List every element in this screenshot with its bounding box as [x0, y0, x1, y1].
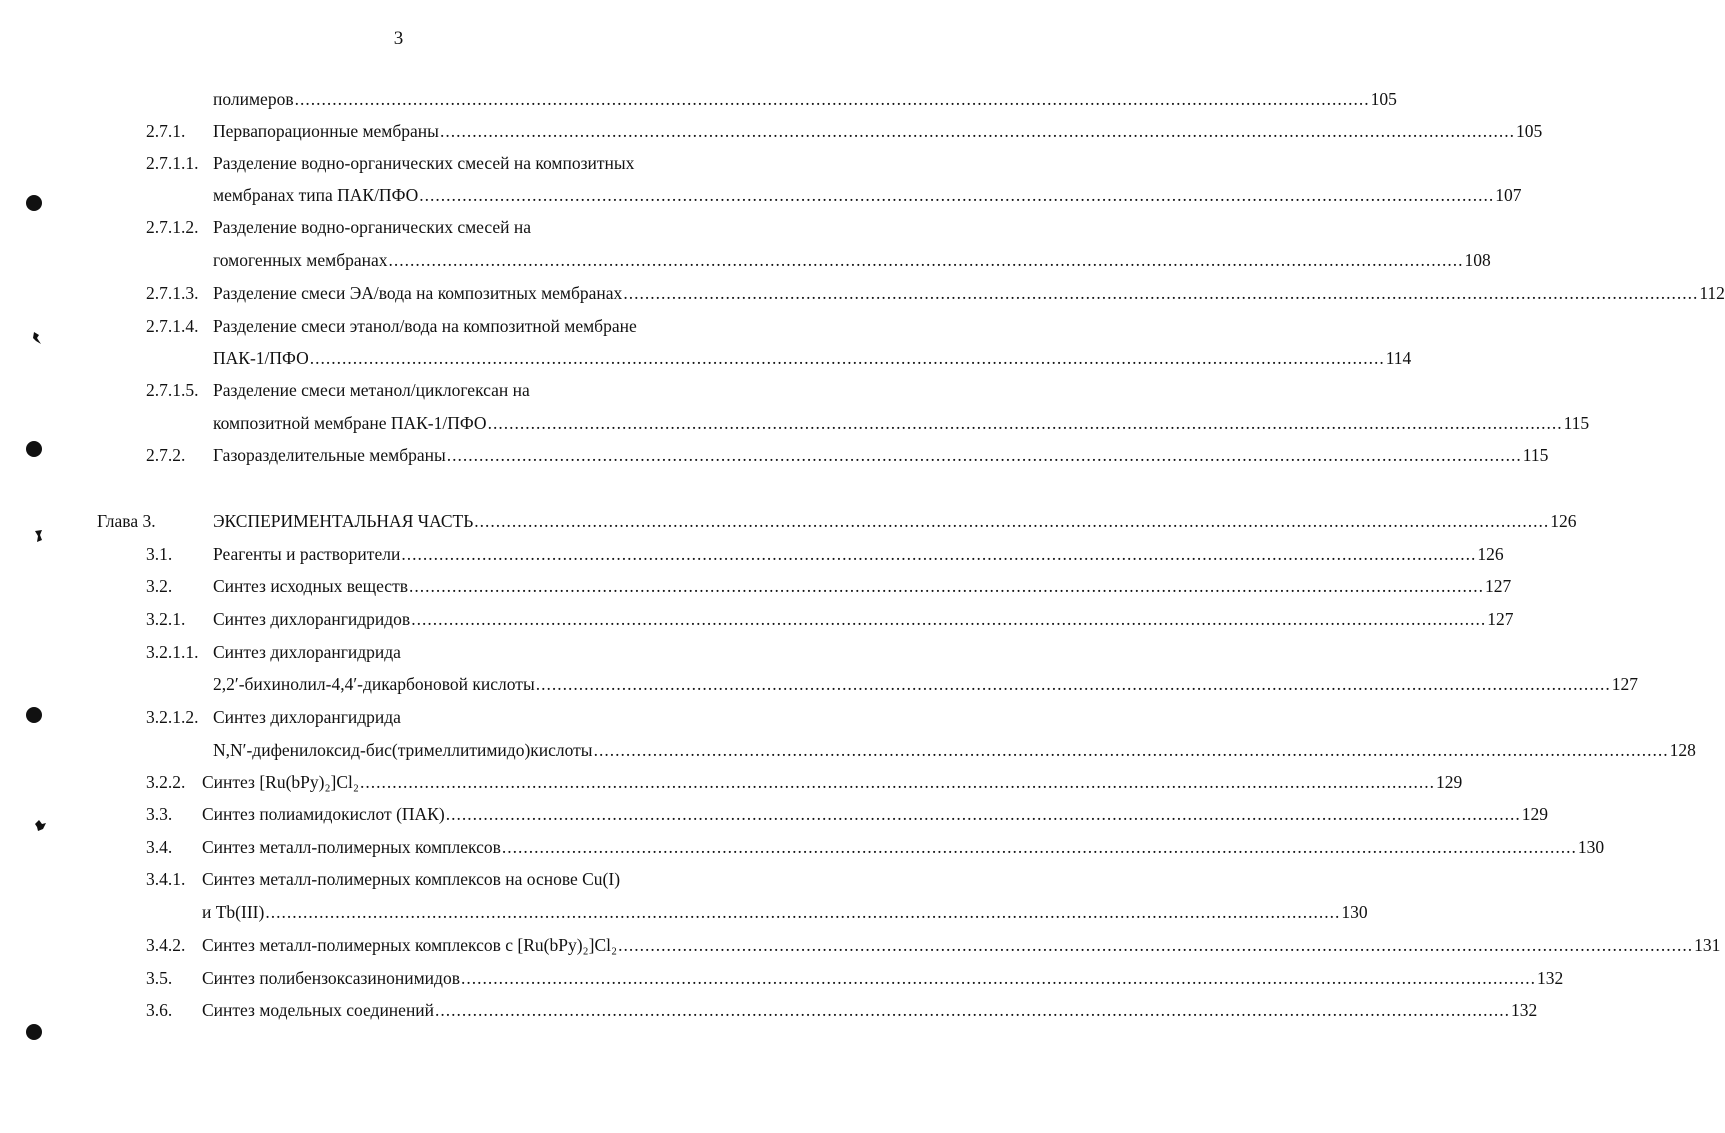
toc-page-number: 126 [1550, 511, 1577, 531]
toc-page-number: 130 [1577, 837, 1605, 857]
toc-line [0, 541, 1504, 567]
binding-hole-icon [26, 441, 42, 457]
toc-dot-leader: ........................................................................................................................................................................................................ [388, 250, 1464, 270]
toc-entry [213, 737, 1696, 763]
toc-page-number: 114 [1385, 348, 1412, 368]
toc-dot-leader: ........................................................................................................................................................................................................ [439, 121, 1515, 141]
toc-entry-title: ПАК-1/ПФО [213, 348, 309, 368]
toc-line [0, 801, 1548, 827]
toc-line [0, 345, 1412, 371]
toc-entry [213, 118, 1543, 144]
toc-section-number: 3.2.1. [146, 609, 186, 629]
toc-entry-title: Синтез полиамидокислот (ПАК) [202, 804, 445, 824]
toc-entry-title: Синтез исходных веществ [213, 576, 408, 596]
toc-dot-leader: ........................................................................................................................................................................................................ [265, 902, 1341, 922]
toc-dot-leader: ........................................................................................................................................................................................................ [487, 413, 1563, 433]
toc-page-number: 128 [1669, 740, 1696, 760]
toc-dot-leader: ........................................................................................................................................................................................................ [593, 740, 1669, 760]
toc-entry [213, 573, 1512, 599]
toc-line [0, 704, 797, 730]
toc-dot-leader: ........................................................................................................................................................................................................ [435, 1000, 1511, 1020]
toc-entry-title: Синтез полибензоксазинонимидов [202, 968, 460, 988]
toc-line [0, 280, 1725, 306]
toc-dot-leader: ........................................................................................................................................................................................................ [419, 185, 1495, 205]
toc-entry-title: Синтез дихлорангидрида [213, 707, 401, 727]
toc-line [0, 965, 1564, 991]
toc-entry [213, 247, 1491, 273]
toc-entry [202, 801, 1548, 827]
toc-page-number: 115 [1563, 413, 1590, 433]
toc-entry [213, 182, 1522, 208]
toc-dot-leader: ........................................................................................................................................................................................................ [474, 511, 1550, 531]
toc-line [0, 410, 1590, 436]
toc-entry-title: Разделение смеси метанол/циклогексан на [213, 380, 530, 400]
toc-page-number: 131 [1694, 935, 1721, 955]
toc-page-number: 105 [1515, 121, 1543, 141]
toc-section-number: 2.7.2. [146, 445, 186, 465]
toc-page-number: 127 [1611, 674, 1638, 694]
toc-entry [213, 345, 1412, 371]
toc-section-number: 3.1. [146, 544, 173, 564]
toc-entry-title: Синтез металл-полимерных комплексов [202, 837, 501, 857]
ink-blot-icon [32, 528, 46, 544]
toc-entry-title: Синтез металл-полимерных комплексов с [Ru(bPy)₂]Cl₂ [202, 935, 618, 955]
toc-page-number: 132 [1511, 1000, 1538, 1020]
toc-page-number: 132 [1536, 968, 1564, 988]
toc-line [0, 769, 1463, 795]
toc-page-number: 105 [1370, 89, 1397, 109]
toc-line [0, 182, 1522, 208]
toc-line [0, 606, 1514, 632]
toc-entry-title: N,N′-дифенилоксид-бис(тримеллитимидо)кислоты [213, 740, 593, 760]
toc-entry-title: 2,2′-бихинолил-4,4′-дикарбоновой кислоты [213, 674, 535, 694]
toc-entry [213, 606, 1514, 632]
toc-entry [213, 150, 634, 176]
toc-entry-title: Реагенты и растворители [213, 544, 401, 564]
toc-entry [202, 769, 1463, 795]
toc-entry [213, 704, 401, 730]
toc-section-number: 3.4.1. [146, 869, 186, 889]
toc-line [0, 442, 1549, 468]
binding-hole-icon [26, 195, 42, 211]
toc-entry [213, 377, 530, 403]
toc-entry-title: композитной мембране ПАК-1/ПФО [213, 413, 487, 433]
toc-entry [213, 442, 1549, 468]
toc-section-number: 3.5. [146, 968, 173, 988]
toc-line [0, 377, 797, 403]
toc-entry [202, 997, 1538, 1023]
toc-entry [213, 671, 1638, 697]
toc-dot-leader: ........................................................................................................................................................................................................ [618, 935, 1694, 955]
toc-entry-title: Газоразделительные мембраны [213, 445, 446, 465]
toc-entry-title: Первапорационные мембраны [213, 121, 439, 141]
toc-section-number: 3.3. [146, 804, 173, 824]
toc-entry [202, 834, 1605, 860]
toc-line [0, 214, 797, 240]
toc-entry [202, 932, 1721, 958]
page-number: 3 [393, 28, 404, 49]
toc-line [0, 508, 1577, 534]
toc-section-number: 3.4. [146, 837, 173, 857]
toc-entry [213, 280, 1725, 306]
toc-page-number: 127 [1485, 576, 1512, 596]
toc-line [0, 899, 1368, 925]
toc-dot-leader: ........................................................................................................................................................................................................ [501, 837, 1577, 857]
toc-line [0, 573, 1512, 599]
toc-dot-leader: ........................................................................................................................................................................................................ [294, 89, 1370, 109]
toc-entry [213, 214, 531, 240]
toc-entry-title: и Tb(III) [202, 902, 265, 922]
toc-entry [202, 899, 1368, 925]
toc-section-number: 3.4.2. [146, 935, 186, 955]
toc-line [0, 932, 1721, 958]
toc-page-number: 115 [1522, 445, 1549, 465]
toc-line [0, 834, 1605, 860]
toc-dot-leader: ........................................................................................................................................................................................................ [460, 968, 1536, 988]
ink-blot-icon [33, 818, 47, 834]
toc-line [0, 247, 1491, 273]
toc-entry [213, 313, 637, 339]
toc-entry-title: Разделение водно-органических смесей на композитных [213, 153, 635, 173]
toc-dot-leader: ........................................................................................................................................................................................................ [446, 445, 1522, 465]
toc-line [0, 671, 1638, 697]
toc-page-number: 127 [1487, 609, 1514, 629]
toc-section-number: 2.7.1.5. [146, 380, 199, 400]
toc-section-number: 2.7.1.2. [146, 217, 199, 237]
toc-line [0, 150, 797, 176]
toc-entry-title: Синтез дихлорангидрида [213, 642, 401, 662]
toc-entry-title: полимеров [213, 89, 294, 109]
toc-line [0, 639, 797, 665]
toc-page-number: 129 [1436, 772, 1463, 792]
toc-entry-title: гомогенных мембранах [213, 250, 388, 270]
toc-entry [213, 410, 1590, 436]
toc-entry-title: Разделение смеси ЭА/вода на композитных мембранах [213, 283, 623, 303]
toc-entry [213, 541, 1504, 567]
toc-entry-title: Синтез модельных соединений [202, 1000, 435, 1020]
toc-dot-leader: ........................................................................................................................................................................................................ [623, 283, 1699, 303]
toc-entry-title: Синтез [Ru(bPy)₂]Cl₂ [202, 772, 360, 792]
toc-dot-leader: ........................................................................................................................................................................................................ [445, 804, 1521, 824]
ink-blot-icon [30, 330, 44, 346]
toc-page-number: 108 [1464, 250, 1491, 270]
toc-section-number: 3.2.1.1. [146, 642, 199, 662]
toc-section-number: Глава 3. [97, 511, 156, 531]
toc-line [0, 86, 1397, 112]
toc-dot-leader: ........................................................................................................................................................................................................ [360, 772, 1436, 792]
toc-entry [213, 86, 1397, 112]
toc-page-number: 112 [1699, 283, 1725, 303]
toc-section-number: 3.2.2. [146, 772, 186, 792]
toc-section-number: 2.7.1.1. [146, 153, 199, 173]
toc-entry-title: ЭКСПЕРИМЕНТАЛЬНАЯ ЧАСТЬ [213, 511, 474, 531]
toc-section-number: 3.2.1.2. [146, 707, 199, 727]
toc-page-number: 130 [1341, 902, 1368, 922]
toc-page-number: 126 [1477, 544, 1504, 564]
toc-entry [213, 508, 1577, 534]
toc-section-number: 3.2. [146, 576, 173, 596]
toc-line [0, 118, 1543, 144]
toc-page-number: 129 [1521, 804, 1548, 824]
toc-entry [202, 965, 1564, 991]
binding-hole-icon [26, 1024, 42, 1040]
toc-line [0, 997, 1538, 1023]
toc-page-number: 107 [1495, 185, 1522, 205]
toc-section-number: 2.7.1.4. [146, 316, 199, 336]
toc-entry-title: мембранах типа ПАК/ПФО [213, 185, 419, 205]
toc-section-number: 2.7.1.3. [146, 283, 199, 303]
toc-entry-title: Синтез металл-полимерных комплексов на основе Cu(I) [202, 869, 621, 889]
toc-entry [202, 866, 620, 892]
toc-dot-leader: ........................................................................................................................................................................................................ [401, 544, 1477, 564]
toc-dot-leader: ........................................................................................................................................................................................................ [409, 576, 1484, 596]
binding-hole-icon [26, 707, 42, 723]
toc-entry [213, 639, 401, 665]
toc-entry-title: Разделение смеси этанол/вода на композитной мембране [213, 316, 637, 336]
toc-dot-leader: ........................................................................................................................................................................................................ [411, 609, 1487, 629]
toc-section-number: 2.7.1. [146, 121, 186, 141]
toc-entry-title: Разделение водно-органических смесей на [213, 217, 531, 237]
toc-dot-leader: ........................................................................................................................................................................................................ [309, 348, 1385, 368]
toc-entry-title: Синтез дихлорангидридов [213, 609, 411, 629]
toc-section-number: 3.6. [146, 1000, 173, 1020]
toc-line [0, 866, 797, 892]
toc-line [0, 313, 797, 339]
toc-line [0, 737, 1696, 763]
toc-dot-leader: ........................................................................................................................................................................................................ [535, 674, 1611, 694]
